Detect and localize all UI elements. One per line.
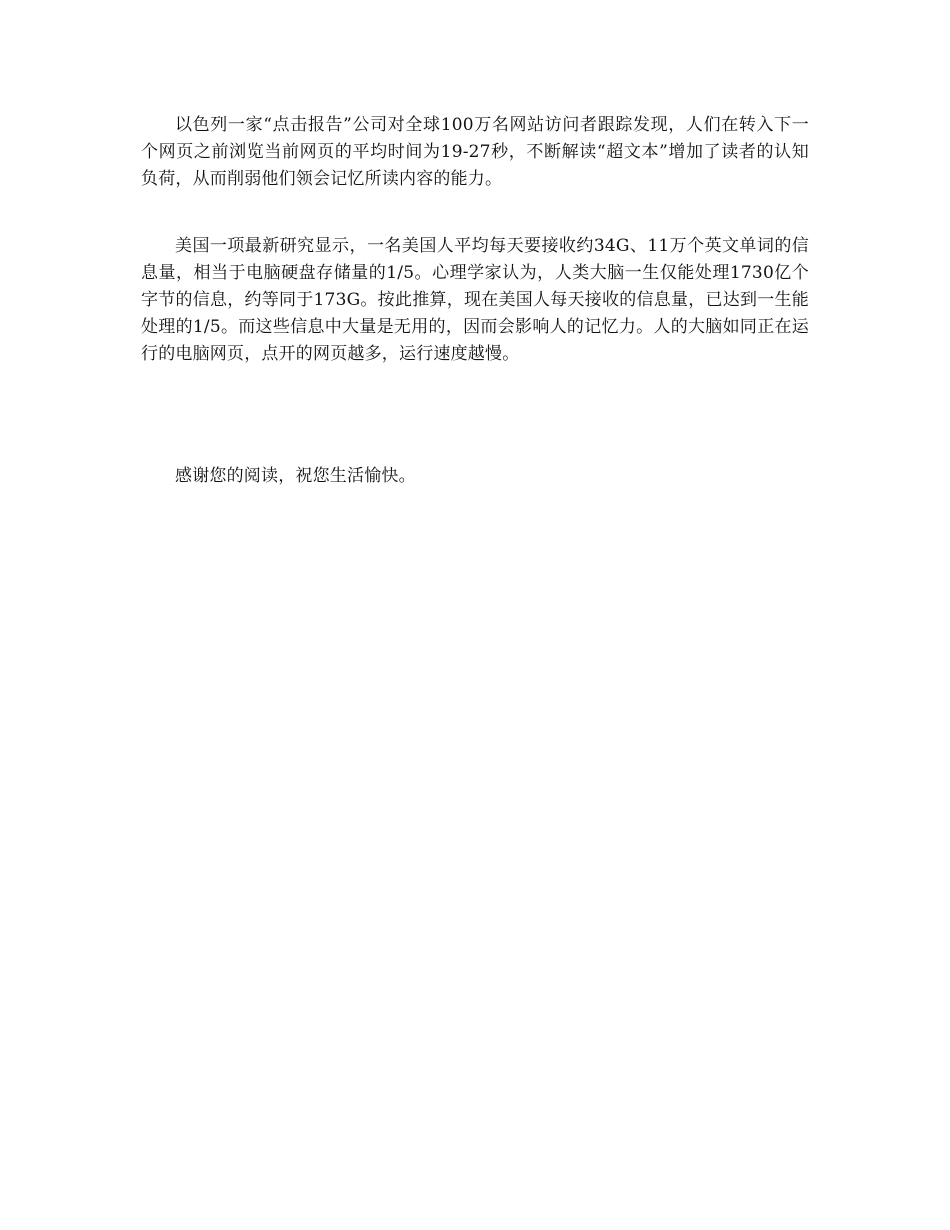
closing-line: 感谢您的阅读，祝您生活愉快。 (175, 466, 416, 486)
body-paragraph-2: 美国一项最新研究显示，一名美国人平均每天要接收约34G、11万个英文单词的信息量，相当于电脑硬盘存储量的1/5。心理学家认为，人类大脑一生仅能处理1730亿个字节的信息，约等同于173G。按此推算，现在美国人每天接收的信息量，已达到一生能处理的1/5。而这些信息中大量是无用的，因而会影响人的记忆力。人的大脑如同正在运行的电脑网页，点开的网页越多，运行速度越慢。 (141, 236, 809, 364)
body-paragraph-1: 以色列一家“点击报告”公司对全球100万名网站访问者跟踪发现，人们在转入下一个网页之前浏览当前网页的平均时间为19-27秒，不断解读“超文本”增加了读者的认知负荷，从而削弱他们领会记忆所读内容的能力。 (141, 115, 809, 189)
